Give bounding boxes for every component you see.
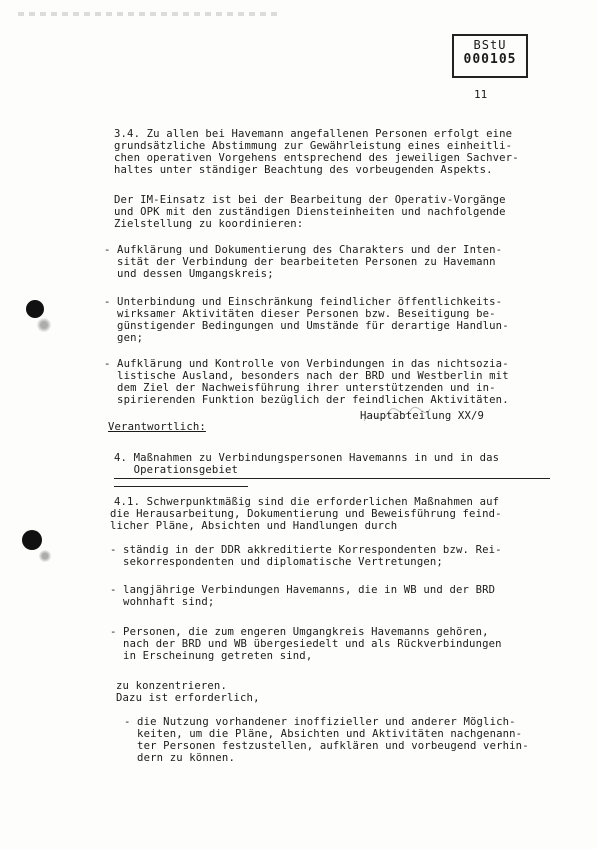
bullet-a-line: und dessen Umgangskreis; (104, 268, 274, 280)
closing-line: Dazu ist erforderlich, (116, 692, 260, 704)
im-einsatz-line: und OPK mit den zuständigen Diensteinheiten und nachfolgende (114, 206, 506, 218)
section-34-line: chen operativen Vorgehens entsprechend des jeweiligen Sachver- (114, 152, 519, 164)
bullet-a-line: gen; (104, 332, 144, 344)
heading-rule (114, 486, 248, 487)
bullet-a-line: spirierenden Funktion bezüglich der feindlichen Aktivitäten. (104, 394, 509, 406)
section-4-heading-line: Operationsgebiet (114, 464, 239, 476)
bullet-a-line: - Unterbindung und Einschränkung feindlicher öffentlichkeits- (104, 296, 503, 308)
section-41-line: licher Pläne, Absichten und Handlungen durch (110, 520, 398, 532)
bullet-a-line: sität der Verbindung der bearbeiteten Personen zu Havemann (104, 256, 496, 268)
stamp-line-1: BStU (473, 38, 507, 52)
section-4-heading-line: 4. Maßnahmen zu Verbindungspersonen Havemanns in und in das (114, 452, 500, 464)
section-41-line: 4.1. Schwerpunktmäßig sind die erforderlichen Maßnahmen auf (114, 496, 500, 508)
scan-smudge (36, 318, 52, 332)
section-34-line: grundsätzliche Abstimmung zur Gewährleistung eines einheitli- (114, 140, 513, 152)
bullet-c-line: ter Personen festzustellen, aufklären und vorbeugend verhin- (124, 740, 529, 752)
responsible-label: Verantwortlich: (108, 421, 206, 433)
handwritten-mark (362, 403, 432, 429)
bullet-a-line: - Aufklärung und Dokumentierung des Charakters und der Inten- (104, 244, 503, 256)
bullet-a-line: listische Ausland, besonders nach der BRD und Westberlin mit (104, 370, 509, 382)
punch-hole (26, 300, 44, 318)
bullet-b-line: nach der BRD und WB übergesiedelt und als Rückverbindungen (110, 638, 502, 650)
bullet-a-line: - Aufklärung und Kontrolle von Verbindungen in das nichtsozia- (104, 358, 509, 370)
bullet-b-line: in Erscheinung getreten sind, (110, 650, 313, 662)
bullet-c-line: dern zu können. (124, 752, 235, 764)
archive-stamp (452, 34, 528, 78)
punch-hole (22, 530, 42, 550)
bullet-b-line: - Personen, die zum engeren Umgangkreis Havemanns gehören, (110, 626, 489, 638)
bullet-a-line: dem Ziel der Nachweisführung ihrer unterstützenden und in- (104, 382, 496, 394)
heading-rule (114, 478, 550, 479)
section-41-line: die Herausarbeitung, Dokumentierung und Beweisführung feind- (110, 508, 502, 520)
im-einsatz-line: Der IM-Einsatz ist bei der Bearbeitung der Operativ-Vorgänge (114, 194, 506, 206)
responsible-value: Hauptabteilung XX/9 (360, 410, 485, 422)
bullet-a-line: günstigender Bedingungen und Umstände für derartige Handlun- (104, 320, 509, 332)
bullet-b-line: sekorrespondenten und diplomatische Vertretungen; (110, 556, 443, 568)
page-number: 11 (474, 88, 488, 101)
bullet-c-line: keiten, um die Pläne, Absichten und Aktivitäten nachgenann- (124, 728, 523, 740)
stamp-line-2: 000105 (463, 52, 517, 67)
scan-header-noise (18, 12, 278, 16)
bullet-a-line: wirksamer Aktivitäten dieser Personen bzw. Beseitigung be- (104, 308, 496, 320)
scan-smudge (38, 550, 52, 562)
bullet-b-line: - langjährige Verbindungen Havemanns, die in WB und der BRD (110, 584, 496, 596)
section-34-line: haltes unter ständiger Beachtung des vorbeugenden Aspekts. (114, 164, 493, 176)
section-34-line: 3.4. Zu allen bei Havemann angefallenen Personen erfolgt eine (114, 128, 513, 140)
bullet-c-line: - die Nutzung vorhandener inoffizieller und anderer Möglich- (124, 716, 516, 728)
closing-line: zu konzentrieren. (116, 680, 227, 692)
bullet-b-line: - ständig in der DDR akkreditierte Korrespondenten bzw. Rei- (110, 544, 502, 556)
im-einsatz-line: Zielstellung zu koordinieren: (114, 218, 304, 230)
bullet-b-line: wohnhaft sind; (110, 596, 215, 608)
